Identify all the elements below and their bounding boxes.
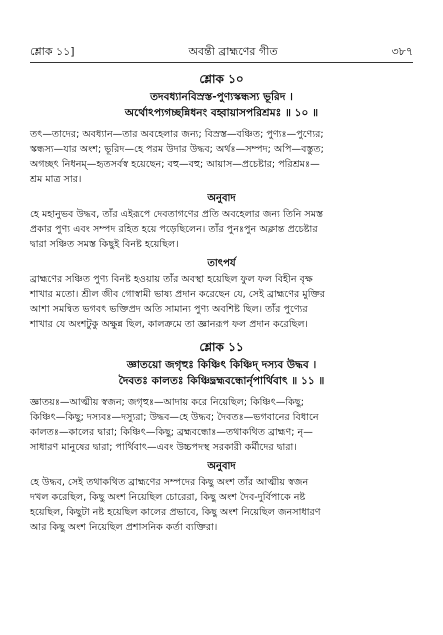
verse-11-line-1: জ্ঞাতয়ো জগৃহুঃ কিঞ্চিৎ কিঞ্চিদ্ দস্যব উদ্ধব । — [126, 359, 317, 371]
translation-10-line-3: দ্বারা সঞ্চিত সমস্ত কিছুই বিনষ্ট হয়েছিল। — [30, 239, 179, 250]
translation-title-10: অনুবাদ — [207, 193, 236, 204]
verse-10-line-1: তদবধ্যানবিস্রস্ত-পুণ্যস্কন্ধস্য ভূরিদ । — [150, 91, 293, 103]
header-verse-ref: শ্লোক ১১] — [30, 44, 75, 58]
translation-11-line-3: হয়েছিল, কিছুটা নষ্ট হয়েছিল কালের প্রভাবে, কিছু অংশ নিয়েছিল জনসাধারণ — [30, 507, 321, 518]
translation-10-line-2: প্রকার পুণ্য এবং সম্পদ রহিত হয়ে পড়েছিলেন। তাঁর পুনঃপুন অক্লান্ত প্রচেষ্টার — [30, 224, 318, 235]
header-chapter-title: অবন্তী ব্রাহ্মণের গীত — [188, 44, 278, 58]
translation-11-line-4: আর কিছু অংশ নিয়েছিল প্রশাসনিক কর্তা ব্যক্তিরা। — [30, 522, 218, 533]
synonyms-11-line-3: কালতঃ—কালের দ্বারা; কিঞ্চিৎ—কিছু; ব্রহ্মবন্ধোঃ—তথাকথিত ব্রাহ্মণ; নৃ— — [30, 427, 313, 438]
page-body — [30, 70, 413, 535]
purport-10-line-2: শাখার মতো। শ্রীল জীব গোস্বামী ভাষ্য প্রদান করেছেন যে, সেই ব্রাহ্মণের মুক্তির — [30, 289, 326, 300]
synonyms-11-line-2: কিঞ্চিৎ—কিছু; দস্যবঃ—দস্যুরা; উদ্ধব—হে উদ্ধব; দৈবতঃ—ভগবানের বিধানে — [30, 412, 319, 423]
translation-11-line-1: হে উদ্ধব, সেই তথাকথিত ব্রাহ্মণের সম্পদের কিছু অংশ তাঁর আত্মীয় স্বজন — [30, 477, 309, 488]
page-number: ৩৮৭ — [391, 44, 413, 58]
synonyms-10-line-2: স্কন্ধস্য—যার অংশ; ভূরিদ—হে পরম উদার উদ্ধব; অর্থঃ—সম্পদ; অপি—বস্তুত; — [30, 144, 324, 155]
purport-10-line-4: শাখার যে অংশটুকু অক্ষুন্ন ছিল, কালক্রমে তা জ্ঞানরূপ ফল প্রদান করেছিল। — [30, 319, 308, 330]
synonyms-10-line-1: তৎ—তাদের; অবধ্যান—তার অবহেলার জন্য; বিস্রস্ত—বঞ্চিত; পুণ্যঃ—পুণ্যের; — [30, 129, 324, 140]
synonyms-11-line-4: সাধারণ মানুষের দ্বারা; পার্থিবাৎ—এবং উচ্চপদস্থ সরকারী কর্মীদের দ্বারা। — [30, 442, 297, 453]
verse-11-line-2: দৈবতঃ কালতঃ কিঞ্চিদ্ব্রহ্মবন্ধোর্নৃপার্থিবাৎ ॥ ১১ ॥ — [118, 375, 325, 387]
translation-10-line-1: হে মহানুভব উদ্ধব, তাঁর এইরূপে দেবতাগণের প্রতি অবহেলার জন্য তিনি সমস্ত — [30, 209, 323, 220]
purport-10-line-3: আশা সমন্বিত ভগবৎ ভক্তিপ্রদ অতি সামান্য পুণ্য অবশিষ্ট ছিল। তাঁর পুণ্যের — [30, 304, 308, 315]
verse-10-line-2: অর্থোঽপ্যগচ্ছন্নিধনং বহ্বায়াসপরিশ্রমঃ ॥ ১০ ॥ — [124, 107, 319, 119]
verse-heading-11: শ্লোক ১১ — [199, 340, 244, 354]
header-rule — [30, 62, 413, 63]
synonyms-10-line-3: অগচ্ছৎ নিধনম্—হৃতসর্বস্ব হয়েছেন; বহু—বহু; আয়াস—প্রচেষ্টার; পরিশ্রমঃ— — [30, 159, 320, 170]
verse-heading-10: শ্লোক ১০ — [199, 72, 244, 86]
purport-10-line-1: ব্রাহ্মণের সঞ্চিত পুণ্য বিনষ্ট হওয়ায় তাঁর অবস্থা হয়েছিল ফুল ফল বিহীন বৃক্ষ — [30, 274, 313, 285]
synonyms-10-line-4: শ্রম মাত্র সার। — [30, 174, 82, 185]
synonyms-11-line-1: জ্ঞাতয়ঃ—আত্মীয় স্বজন; জগৃহুঃ—আদায় করে নিয়েছিল; কিঞ্চিৎ—কিছু; — [30, 397, 304, 408]
purport-title-10: তাৎপর্য — [207, 258, 236, 269]
translation-title-11: অনুবাদ — [207, 461, 236, 472]
translation-11-line-2: দখল করেছিল, কিছু অংশ নিয়েছিল চোরেরা, কিছু অংশ দৈব-দুর্বিপাকে নষ্ট — [30, 492, 306, 503]
running-header — [30, 44, 413, 60]
